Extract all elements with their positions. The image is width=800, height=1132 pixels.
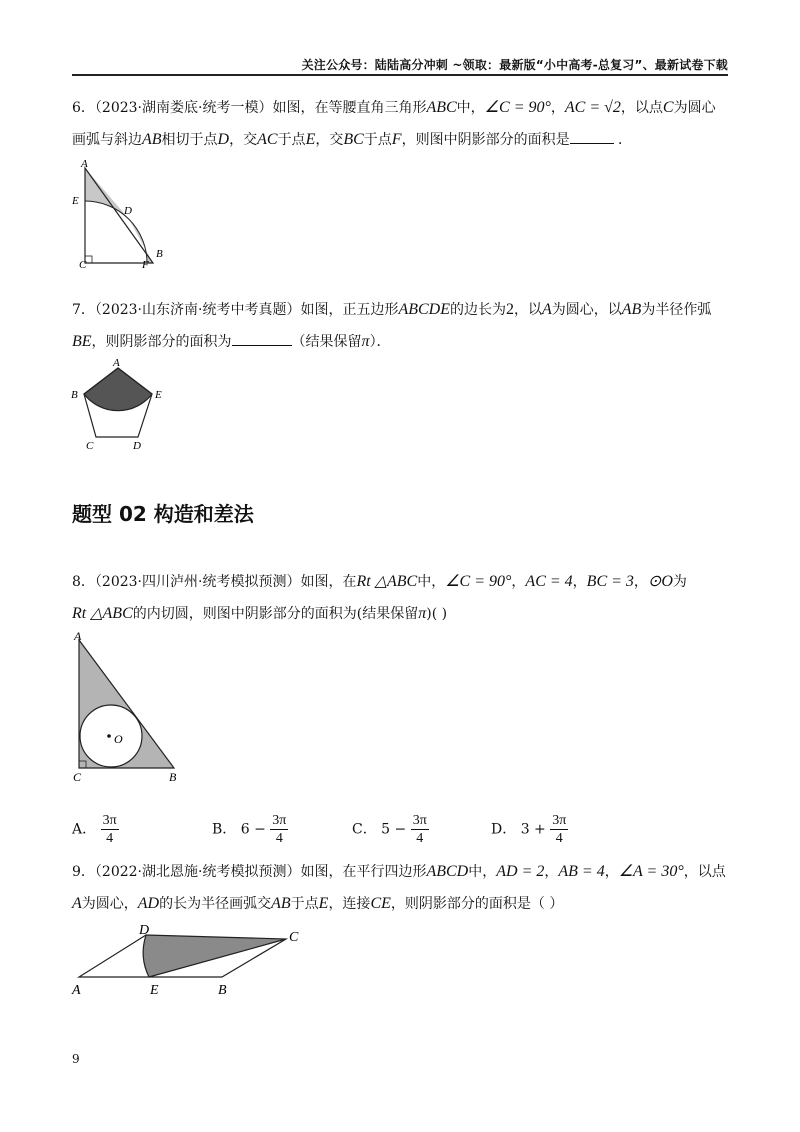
q7-math: 2 — [506, 301, 514, 318]
q7-math: ABCDE — [398, 301, 450, 318]
answer-blank — [232, 331, 292, 346]
q9-text: ，连接 — [328, 896, 371, 912]
q9-text: ，以点 — [683, 864, 726, 880]
q9-label-d: D — [139, 923, 150, 938]
q6-math: BC — [343, 131, 364, 148]
q7-label-b: B — [71, 389, 78, 401]
answer-blank — [570, 129, 614, 144]
q9-text: 于点 — [290, 896, 319, 912]
question-7 — [72, 294, 732, 358]
q9-label-b: B — [218, 983, 227, 998]
q7-text: 为圆心，以 — [551, 302, 622, 318]
q6-shaded-top — [85, 168, 129, 219]
option-d[interactable] — [491, 812, 568, 847]
option-fraction — [101, 812, 119, 847]
q9-text: 如图，在平行四边形 — [300, 864, 427, 880]
fraction-numerator: 3π — [102, 813, 117, 828]
q6-math: C — [662, 99, 674, 116]
q6-label-f: F — [142, 259, 149, 270]
q9-text: 为圆心， — [81, 896, 138, 912]
q7-number: 7． — [72, 302, 95, 318]
q7-text: ）． — [369, 334, 391, 350]
q8-math: Rt △ABC — [356, 573, 418, 590]
q6-text: ，交 — [229, 132, 258, 148]
q8-math: ∠C = 90° — [445, 573, 512, 590]
q8-text: ， — [511, 574, 526, 590]
q8-math: BC = 3 — [586, 573, 634, 590]
q9-math: AB — [271, 895, 291, 912]
q8-center-dot — [107, 734, 111, 738]
q6-text: ． — [618, 132, 633, 148]
q7-label-c: C — [86, 440, 94, 452]
q9-source: （2022·湖北恩施·统考模拟预测） — [94, 864, 301, 880]
figure-q8-incircle — [66, 630, 186, 786]
q7-label-e: E — [155, 389, 162, 401]
figure-q7-pentagon — [66, 357, 170, 453]
q6-math: D — [217, 131, 230, 148]
q7-math: BE — [72, 333, 92, 350]
option-letter: A． — [72, 821, 97, 838]
fraction-denominator: 4 — [416, 831, 424, 846]
question-9 — [72, 856, 732, 920]
q9-text: 的长为半径画弧交 — [159, 896, 272, 912]
q8-text: 的内切圆，则图中阴影部分的面积为(结果保留 — [132, 606, 419, 622]
option-a[interactable] — [72, 812, 119, 847]
q8-incircle — [80, 705, 142, 767]
q9-math: E — [318, 895, 329, 912]
fraction-denominator: 4 — [106, 831, 114, 846]
q9-label-c: C — [289, 930, 299, 945]
q7-text: ，则阴影部分的面积为 — [91, 334, 232, 350]
q9-label-e: E — [150, 983, 159, 998]
q7-text: ，以 — [514, 302, 542, 318]
q7-text: （结果保留 — [291, 334, 362, 350]
q6-math: E — [305, 131, 316, 148]
q6-text: 相切于点 — [161, 132, 218, 148]
option-fraction — [270, 812, 288, 847]
q9-math: CE — [370, 895, 391, 912]
q6-text: ，交 — [315, 132, 344, 148]
q9-math: ABCD — [426, 863, 469, 880]
option-letter: B． — [212, 821, 237, 838]
q6-math: F — [391, 131, 402, 148]
q8-text: ， — [633, 574, 648, 590]
q7-math: A — [542, 301, 552, 318]
page-header — [72, 54, 728, 76]
option-c[interactable] — [352, 812, 429, 847]
q6-math: AC — [257, 131, 278, 148]
question-6 — [72, 92, 732, 156]
q6-label-c: C — [79, 259, 87, 270]
option-fraction — [411, 812, 429, 847]
q8-text: 如图，在 — [300, 574, 357, 590]
q8-number: 8． — [72, 574, 95, 590]
q6-text: 中， — [456, 100, 485, 116]
q6-source: （2023·湖南娄底·统考一模） — [94, 100, 273, 116]
q6-text: 如图，在等腰直角三角形 — [272, 100, 427, 116]
header-text: 关注公众号：陆陆高分冲刺 ~领取：最新版“小中高考-总复习”、最新试卷下载 — [301, 58, 728, 72]
q7-text: 的边长为 — [450, 302, 506, 318]
section-title: 题型 02 构造和差法 — [72, 502, 254, 526]
q9-text: ， — [544, 864, 559, 880]
q8-label-b: B — [169, 770, 177, 784]
figure-q6-triangle — [66, 158, 176, 270]
q6-label-e: E — [72, 195, 79, 207]
q6-triangle-outline — [85, 168, 153, 263]
q6-text: ，以点 — [620, 100, 663, 116]
q9-text: 中， — [468, 864, 497, 880]
q9-text: ，则阴影部分的面积是（ ） — [390, 896, 564, 912]
q7-math: π — [361, 333, 370, 350]
q6-number: 6． — [72, 100, 95, 116]
q8-math: Rt △ABC — [72, 605, 133, 622]
q9-number: 9． — [72, 864, 95, 880]
fraction-numerator: 3π — [412, 813, 427, 828]
q8-text: 中， — [417, 574, 446, 590]
q9-math: ∠A = 30° — [618, 863, 684, 880]
q7-label-d: D — [133, 440, 141, 452]
fraction-denominator: 4 — [275, 831, 283, 846]
option-prefix: 6 − — [240, 821, 271, 838]
q8-options — [72, 812, 732, 852]
q9-shaded-region — [143, 935, 286, 977]
fraction-numerator: 3π — [552, 813, 567, 828]
q7-shaded-sector — [84, 368, 152, 411]
q7-math: AB — [621, 301, 642, 318]
q6-math: AB — [142, 131, 162, 148]
question-8 — [72, 566, 732, 630]
q6-text: ，则图中阴影部分的面积是 — [401, 132, 570, 148]
option-prefix: 3 + — [520, 821, 551, 838]
q6-shaded-bottom — [129, 219, 153, 263]
page-number: 9 — [72, 1052, 80, 1066]
q8-math: π — [418, 605, 427, 622]
q9-text: ， — [604, 864, 619, 880]
q9-math: AD = 2 — [496, 863, 545, 880]
option-letter: C． — [352, 821, 377, 838]
q9-math: A — [72, 895, 82, 912]
q6-math: ∠C = 90° — [484, 99, 551, 116]
q6-text: 于点 — [277, 132, 306, 148]
q6-math: AC = √2 — [564, 99, 621, 116]
option-b[interactable] — [212, 812, 288, 847]
q9-label-a: A — [72, 983, 81, 998]
q9-math: AB = 4 — [558, 863, 605, 880]
q7-text: 为半径作弧 — [641, 302, 712, 318]
option-prefix: 5 − — [381, 821, 411, 838]
q8-source: （2023·四川泸州·统考模拟预测） — [94, 574, 301, 590]
q8-label-c: C — [73, 770, 82, 784]
q8-math: ⊙O — [647, 573, 673, 590]
q8-label-a: A — [74, 630, 82, 643]
figure-q9-parallelogram — [66, 920, 316, 1000]
q7-text: 如图，正五边形 — [300, 302, 399, 318]
q6-text: ， — [550, 100, 565, 116]
q8-text: ， — [572, 574, 587, 590]
q6-label-a: A — [81, 158, 88, 170]
q7-source: （2023·山东济南·统考中考真题） — [94, 302, 301, 318]
q8-math: AC = 4 — [525, 573, 573, 590]
fraction-numerator: 3π — [272, 813, 287, 828]
q8-text: )( ) — [426, 606, 448, 622]
q6-math: ABC — [426, 99, 457, 116]
q6-text: 为圆心 — [673, 100, 716, 116]
q8-label-o: O — [114, 732, 123, 746]
q7-label-a: A — [113, 357, 120, 369]
q6-text: 于点 — [363, 132, 392, 148]
q9-math: AD — [137, 895, 160, 912]
q8-text: 为 — [672, 574, 687, 590]
option-letter: D． — [491, 821, 517, 838]
q6-label-d: D — [124, 205, 132, 217]
q6-text: 画弧与斜边 — [72, 132, 142, 148]
fraction-denominator: 4 — [555, 831, 563, 846]
q6-label-b: B — [156, 248, 163, 260]
option-fraction — [550, 812, 568, 847]
